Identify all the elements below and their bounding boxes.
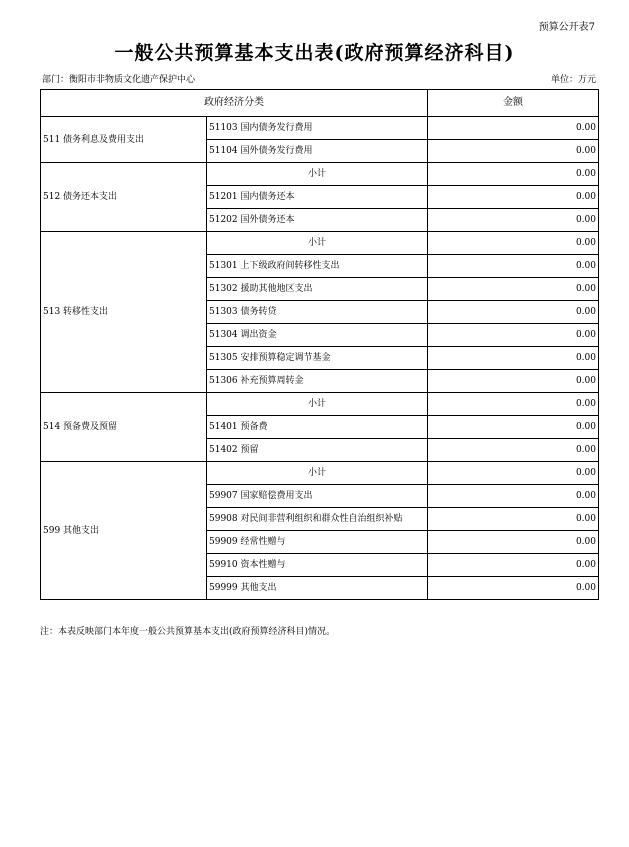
category-cell: 599 其他支出: [41, 462, 207, 600]
page-title: 一般公共预算基本支出表(政府预算经济科目): [114, 42, 515, 64]
amount-cell: 0.00: [428, 577, 599, 600]
category-cell: 512 债务还本支出: [41, 163, 207, 232]
amount-cell: 0.00: [428, 508, 599, 531]
amount-cell: 0.00: [428, 209, 599, 232]
amount-cell: 0.00: [428, 186, 599, 209]
item-label: 51301 上下级政府间转移性支出: [207, 255, 428, 278]
item-label: 59910 资本性赠与: [207, 554, 428, 577]
amount-cell: 0.00: [428, 324, 599, 347]
amount-cell: 0.00: [428, 531, 599, 554]
table-row: [41, 462, 599, 485]
item-label: 51401 预备费: [207, 416, 428, 439]
amount-cell: 0.00: [428, 393, 599, 416]
amount-cell: 0.00: [428, 255, 599, 278]
item-label: 59908 对民间非营利组织和群众性自治组织补贴: [207, 508, 428, 531]
category-cell: 514 预备费及预留: [41, 393, 207, 462]
amount-cell: 0.00: [428, 301, 599, 324]
amount-cell: 0.00: [428, 554, 599, 577]
item-label: 51304 调出资金: [207, 324, 428, 347]
subtotal-label: 小计: [207, 393, 428, 416]
item-label: 59907 国家赔偿费用支出: [207, 485, 428, 508]
department-label: 部门：衡阳市非物质文化遗产保护中心: [42, 75, 196, 85]
item-label: 51305 安排预算稳定调节基金: [207, 347, 428, 370]
amount-cell: 0.00: [428, 232, 599, 255]
amount-cell: 0.00: [428, 117, 599, 140]
amount-cell: 0.00: [428, 347, 599, 370]
amount-cell: 0.00: [428, 416, 599, 439]
item-label: 51103 国内债务发行费用: [207, 117, 428, 140]
amount-cell: 0.00: [428, 439, 599, 462]
item-label: 51302 援助其他地区支出: [207, 278, 428, 301]
table-row: [41, 163, 599, 186]
table-body: [41, 117, 599, 600]
subtotal-label: 小计: [207, 462, 428, 485]
column-header-classification: 政府经济分类: [41, 90, 428, 117]
table-row: [41, 117, 599, 140]
form-code: 预算公开表7: [538, 22, 595, 33]
expenditure-table: [40, 89, 599, 600]
amount-cell: 0.00: [428, 485, 599, 508]
item-label: 51402 预留: [207, 439, 428, 462]
item-label: 59909 经常性赠与: [207, 531, 428, 554]
table-row: [41, 232, 599, 255]
subtotal-label: 小计: [207, 232, 428, 255]
column-header-amount: 金额: [428, 90, 599, 117]
amount-cell: 0.00: [428, 462, 599, 485]
item-label: 51201 国内债务还本: [207, 186, 428, 209]
table-header-row: [41, 90, 599, 117]
item-label: 51202 国外债务还本: [207, 209, 428, 232]
item-label: 51303 债务转贷: [207, 301, 428, 324]
subtotal-label: 小计: [207, 163, 428, 186]
category-cell: 513 转移性支出: [41, 232, 207, 393]
table-row: [41, 393, 599, 416]
item-label: 51306 补充预算周转金: [207, 370, 428, 393]
category-cell: 511 债务利息及费用支出: [41, 117, 207, 163]
item-label: 51104 国外债务发行费用: [207, 140, 428, 163]
amount-cell: 0.00: [428, 140, 599, 163]
footnote: 注：本表反映部门本年度一般公共预算基本支出(政府预算经济科目)情况。: [40, 627, 336, 637]
unit-label: 单位：万元: [550, 75, 596, 85]
amount-cell: 0.00: [428, 370, 599, 393]
item-label: 59999 其他支出: [207, 577, 428, 600]
amount-cell: 0.00: [428, 163, 599, 186]
amount-cell: 0.00: [428, 278, 599, 301]
